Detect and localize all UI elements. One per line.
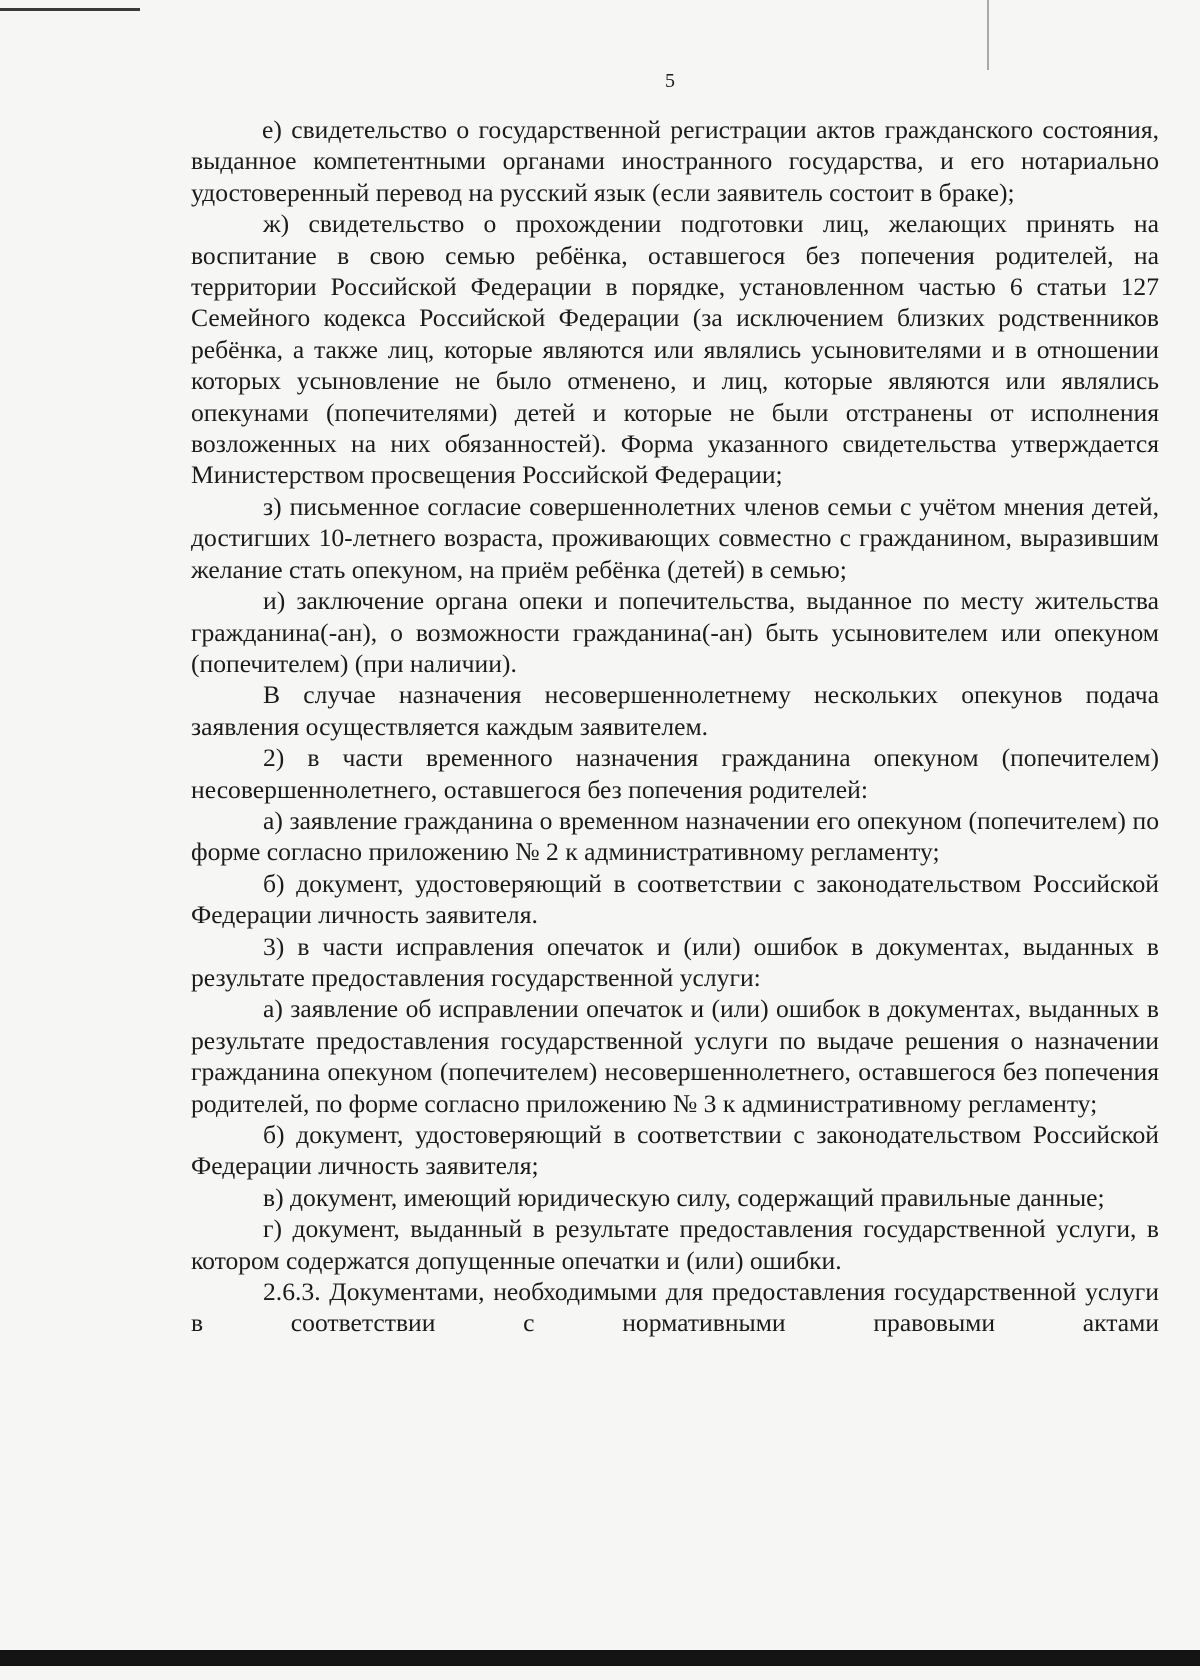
- paragraph-z: з) письменное согласие совершеннолетних членов семьи с учётом мнения детей, достигших 10-летнего возраста, проживающих совместно с гражданином, выразившим желание стать опекуном, на приём ребёнка (детей) в семью;: [191, 491, 1159, 584]
- paragraph-3b: б) документ, удостоверяющий в соответствии с законодательством Российской Федерации личность заявителя;: [191, 1120, 1159, 1181]
- paragraph-2-temporary: 2) в части временного назначения гражданина опекуном (попечителем) несовершеннолетнего, оставшегося без попечения родителей:: [191, 743, 1159, 804]
- paragraph-3-corrections: 3) в части исправления опечаток и (или) ошибок в документах, выданных в результате предоставления государственной услуги:: [191, 931, 1159, 992]
- paragraph-3v: в) документ, имеющий юридическую силу, содержащий правильные данные;: [263, 1182, 1105, 1212]
- paragraph-3a: а) заявление об исправлении опечаток и (или) ошибок в документах, выданных в результате предоставления государственной услуги по выдаче решения о назначении гражданина опекуном (попечителем) несовершеннолетнего, оставшегося без попечения родителей, по форме согласно приложению № 3 к административному регламенту;: [191, 994, 1159, 1118]
- paragraph-2b: б) документ, удостоверяющий в соответствии с законодательством Российской Федерации личность заявителя.: [191, 868, 1159, 930]
- document-body: [191, 114, 1159, 1339]
- scan-fold-line: [987, 0, 989, 70]
- page-number: 5: [665, 70, 675, 92]
- paragraph-2-6-3: 2.6.3. Документами, необходимыми для предоставления государственной услуги в соответствии с нормативными правовыми актами: [191, 1277, 1159, 1338]
- paragraph-e: е) свидетельство о государственной регистрации актов гражданского состояния, выданное компетентными органами иностранного государства, и его нотариально удостоверенный перевод на русский язык (если заявитель состоит в браке);: [191, 115, 1159, 207]
- scan-edge-line: [0, 8, 140, 11]
- paragraph-2a: а) заявление гражданина о временном назначении его опекуном (попечителем) по форме согласно приложению № 2 к административному регламенту;: [191, 805, 1159, 867]
- paragraph-several-guardians: В случае назначения несовершеннолетнему нескольких опекунов подача заявления осуществляется каждым заявителем.: [191, 680, 1159, 741]
- paragraph-zh: ж) свидетельство о прохождении подготовки лиц, желающих принять на воспитание в свою семью ребёнка, оставшегося без попечения родителей, на территории Российской Федерации в порядке, установленном частью 6 статьи 127 Семейного кодекса Российской Федерации (за исключением близких родственников ребёнка, а также лиц, которые являются или являлись усыновителями и в отношении которых усыновление не было отменено, и лиц, которые являются или являлись опекунами (попечителями) детей и которые не были отстранены от исполнения возложенных на них обязанностей). Форма указанного свидетельства утверждается Министерством просвещения Российской Федерации;: [191, 209, 1159, 490]
- paragraph-3g: г) документ, выданный в результате предоставления государственной услуги, в котором содержатся допущенные опечатки и (или) ошибки.: [191, 1214, 1159, 1275]
- paragraph-i: и) заключение органа опеки и попечительства, выданное по месту жительства гражданина(-ан), о возможности гражданина(-ан) быть усыновителем или опекуном (попечителем) (при наличии).: [191, 586, 1159, 678]
- scan-bottom-edge: [0, 1650, 1200, 1666]
